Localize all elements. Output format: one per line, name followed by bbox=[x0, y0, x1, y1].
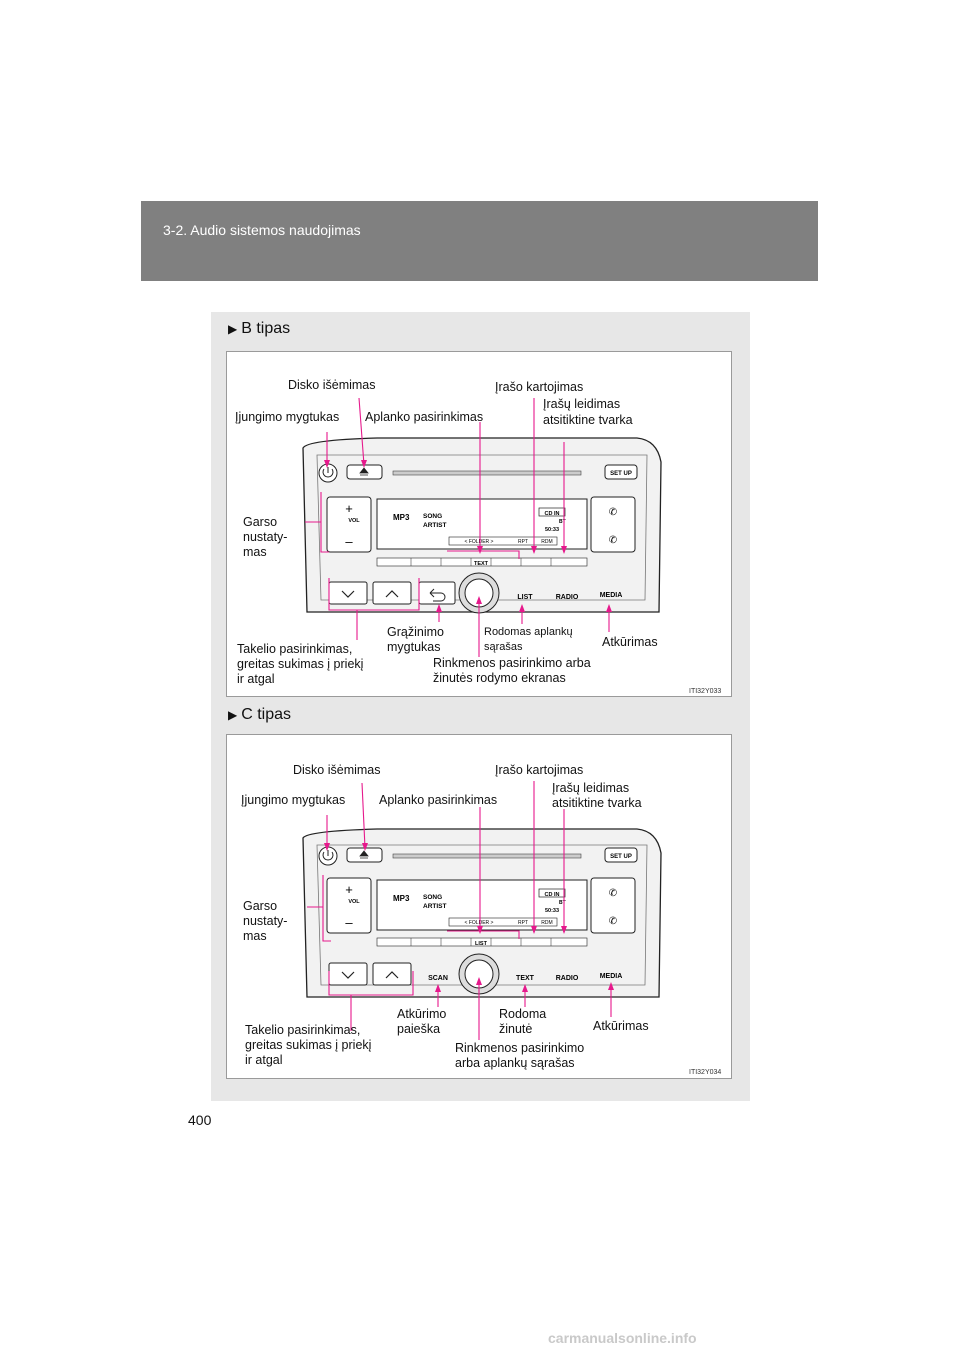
svg-text:–: – bbox=[345, 534, 353, 549]
label-folder: Aplanko pasirinkimas bbox=[379, 793, 498, 807]
label-knob-1: Rinkmenos pasirinkimo arba bbox=[433, 656, 591, 670]
label-random-1: Įrašų leidimas bbox=[543, 397, 621, 411]
list-label: LIST bbox=[517, 594, 533, 601]
label-volume-1: Garso bbox=[243, 515, 278, 529]
setup-label: SET UP bbox=[610, 854, 632, 860]
label-back-1: Grąžinimo bbox=[387, 625, 444, 639]
label-power: Įjungimo mygtukas bbox=[241, 793, 346, 807]
media-label: MEDIA bbox=[599, 973, 623, 980]
rpt-label: RPT bbox=[518, 920, 528, 926]
label-scan-2: paieška bbox=[397, 1022, 441, 1036]
mp3-label: MP3 bbox=[393, 513, 410, 522]
label-knob-1: Rinkmenos pasirinkimo bbox=[455, 1041, 585, 1055]
figure-code: ITI32Y033 bbox=[689, 688, 722, 695]
cdin-label: CD IN bbox=[544, 511, 560, 517]
figure-c-box bbox=[226, 734, 732, 1079]
bt-label: BT bbox=[559, 519, 566, 525]
label-playback: Atkūrimas bbox=[593, 1019, 649, 1033]
section-header-title: 3-2. Audio sistemos naudojimas bbox=[163, 222, 361, 238]
section-c-title: ▶ C tipas bbox=[228, 706, 292, 723]
cdin-label: CD IN bbox=[544, 892, 560, 898]
label-volume-2: nustaty- bbox=[243, 914, 288, 928]
time-label: 50:33 bbox=[544, 527, 560, 533]
label-disk-eject: Disko išėmimas bbox=[293, 763, 381, 777]
artist-label: ARTIST bbox=[423, 903, 447, 910]
triangle-bullet-icon: ▶ bbox=[228, 708, 238, 722]
text-btn-label: TEXT bbox=[473, 561, 489, 567]
footer-watermark: carmanualsonline.info bbox=[548, 1330, 697, 1346]
svg-text:✆: ✆ bbox=[608, 888, 618, 899]
section-header-bar bbox=[141, 201, 818, 281]
label-track-2: greitas sukimas į priekį bbox=[237, 657, 364, 671]
time-label: 50:33 bbox=[544, 908, 560, 914]
label-track-1: Takelio pasirinkimas, bbox=[245, 1023, 361, 1037]
label-track-3: ir atgal bbox=[237, 672, 275, 686]
label-random-2: atsitiktine tvarka bbox=[543, 413, 633, 427]
song-label: SONG bbox=[423, 513, 443, 520]
label-track-1: Takelio pasirinkimas, bbox=[237, 642, 353, 656]
label-playback: Atkūrimas bbox=[602, 635, 658, 649]
svg-text:–: – bbox=[345, 915, 353, 930]
radio-label: RADIO bbox=[555, 975, 579, 982]
setup-label: SET UP bbox=[610, 471, 632, 477]
page-number: 400 bbox=[188, 1112, 212, 1128]
label-disk-eject: Disko išėmimas bbox=[288, 378, 376, 392]
rdm-label: RDM bbox=[541, 539, 553, 545]
rpt-label: RPT bbox=[518, 539, 528, 545]
artist-label: ARTIST bbox=[423, 522, 447, 529]
scan-label: SCAN bbox=[428, 975, 448, 982]
label-volume-2: nustaty- bbox=[243, 530, 288, 544]
list-btn-label: LIST bbox=[475, 941, 487, 947]
label-volume-1: Garso bbox=[243, 899, 278, 913]
label-knob-2: žinutės rodymo ekranas bbox=[433, 671, 566, 685]
folder-btn-label: < FOLDER > bbox=[464, 920, 494, 926]
triangle-bullet-icon: ▶ bbox=[228, 322, 238, 336]
radio-label: RADIO bbox=[555, 594, 579, 601]
svg-text:+: + bbox=[345, 501, 353, 516]
label-folder-list-1: Rodomas aplankų bbox=[484, 626, 573, 638]
label-knob-2: arba aplankų sąrašas bbox=[455, 1056, 575, 1070]
label-track-2: greitas sukimas į priekį bbox=[245, 1038, 372, 1052]
label-volume-3: mas bbox=[243, 929, 267, 943]
media-label: MEDIA bbox=[599, 592, 623, 599]
bt-label: BT bbox=[559, 900, 566, 906]
section-b-title: ▶ B tipas bbox=[228, 320, 291, 337]
vol-label: VOL bbox=[348, 899, 360, 905]
label-track-repeat: Įrašo kartojimas bbox=[495, 763, 584, 777]
label-back-2: mygtukas bbox=[387, 640, 441, 654]
label-power: Įjungimo mygtukas bbox=[235, 410, 340, 424]
vol-label: VOL bbox=[348, 518, 360, 524]
folder-btn-label: < FOLDER > bbox=[464, 539, 494, 545]
label-random-1: Įrašų leidimas bbox=[552, 781, 630, 795]
label-folder: Aplanko pasirinkimas bbox=[365, 410, 484, 424]
label-track-repeat: Įrašo kartojimas bbox=[495, 380, 584, 394]
label-text-2: žinutė bbox=[499, 1022, 533, 1036]
label-text-1: Rodoma bbox=[499, 1007, 547, 1021]
label-scan-1: Atkūrimo bbox=[397, 1007, 447, 1021]
svg-text:✆: ✆ bbox=[608, 507, 618, 518]
label-volume-3: mas bbox=[243, 545, 267, 559]
figure-b-box bbox=[226, 351, 732, 697]
song-label: SONG bbox=[423, 894, 443, 901]
figure-code: ITI32Y034 bbox=[689, 1069, 722, 1076]
svg-text:✆: ✆ bbox=[608, 916, 618, 927]
label-track-3: ir atgal bbox=[245, 1053, 283, 1067]
mp3-label: MP3 bbox=[393, 894, 410, 903]
text-label: TEXT bbox=[516, 975, 534, 982]
rdm-label: RDM bbox=[541, 920, 553, 926]
svg-text:+: + bbox=[345, 882, 353, 897]
label-random-2: atsitiktine tvarka bbox=[552, 796, 642, 810]
svg-text:✆: ✆ bbox=[608, 535, 618, 546]
label-folder-list-2: sąrašas bbox=[484, 641, 523, 653]
